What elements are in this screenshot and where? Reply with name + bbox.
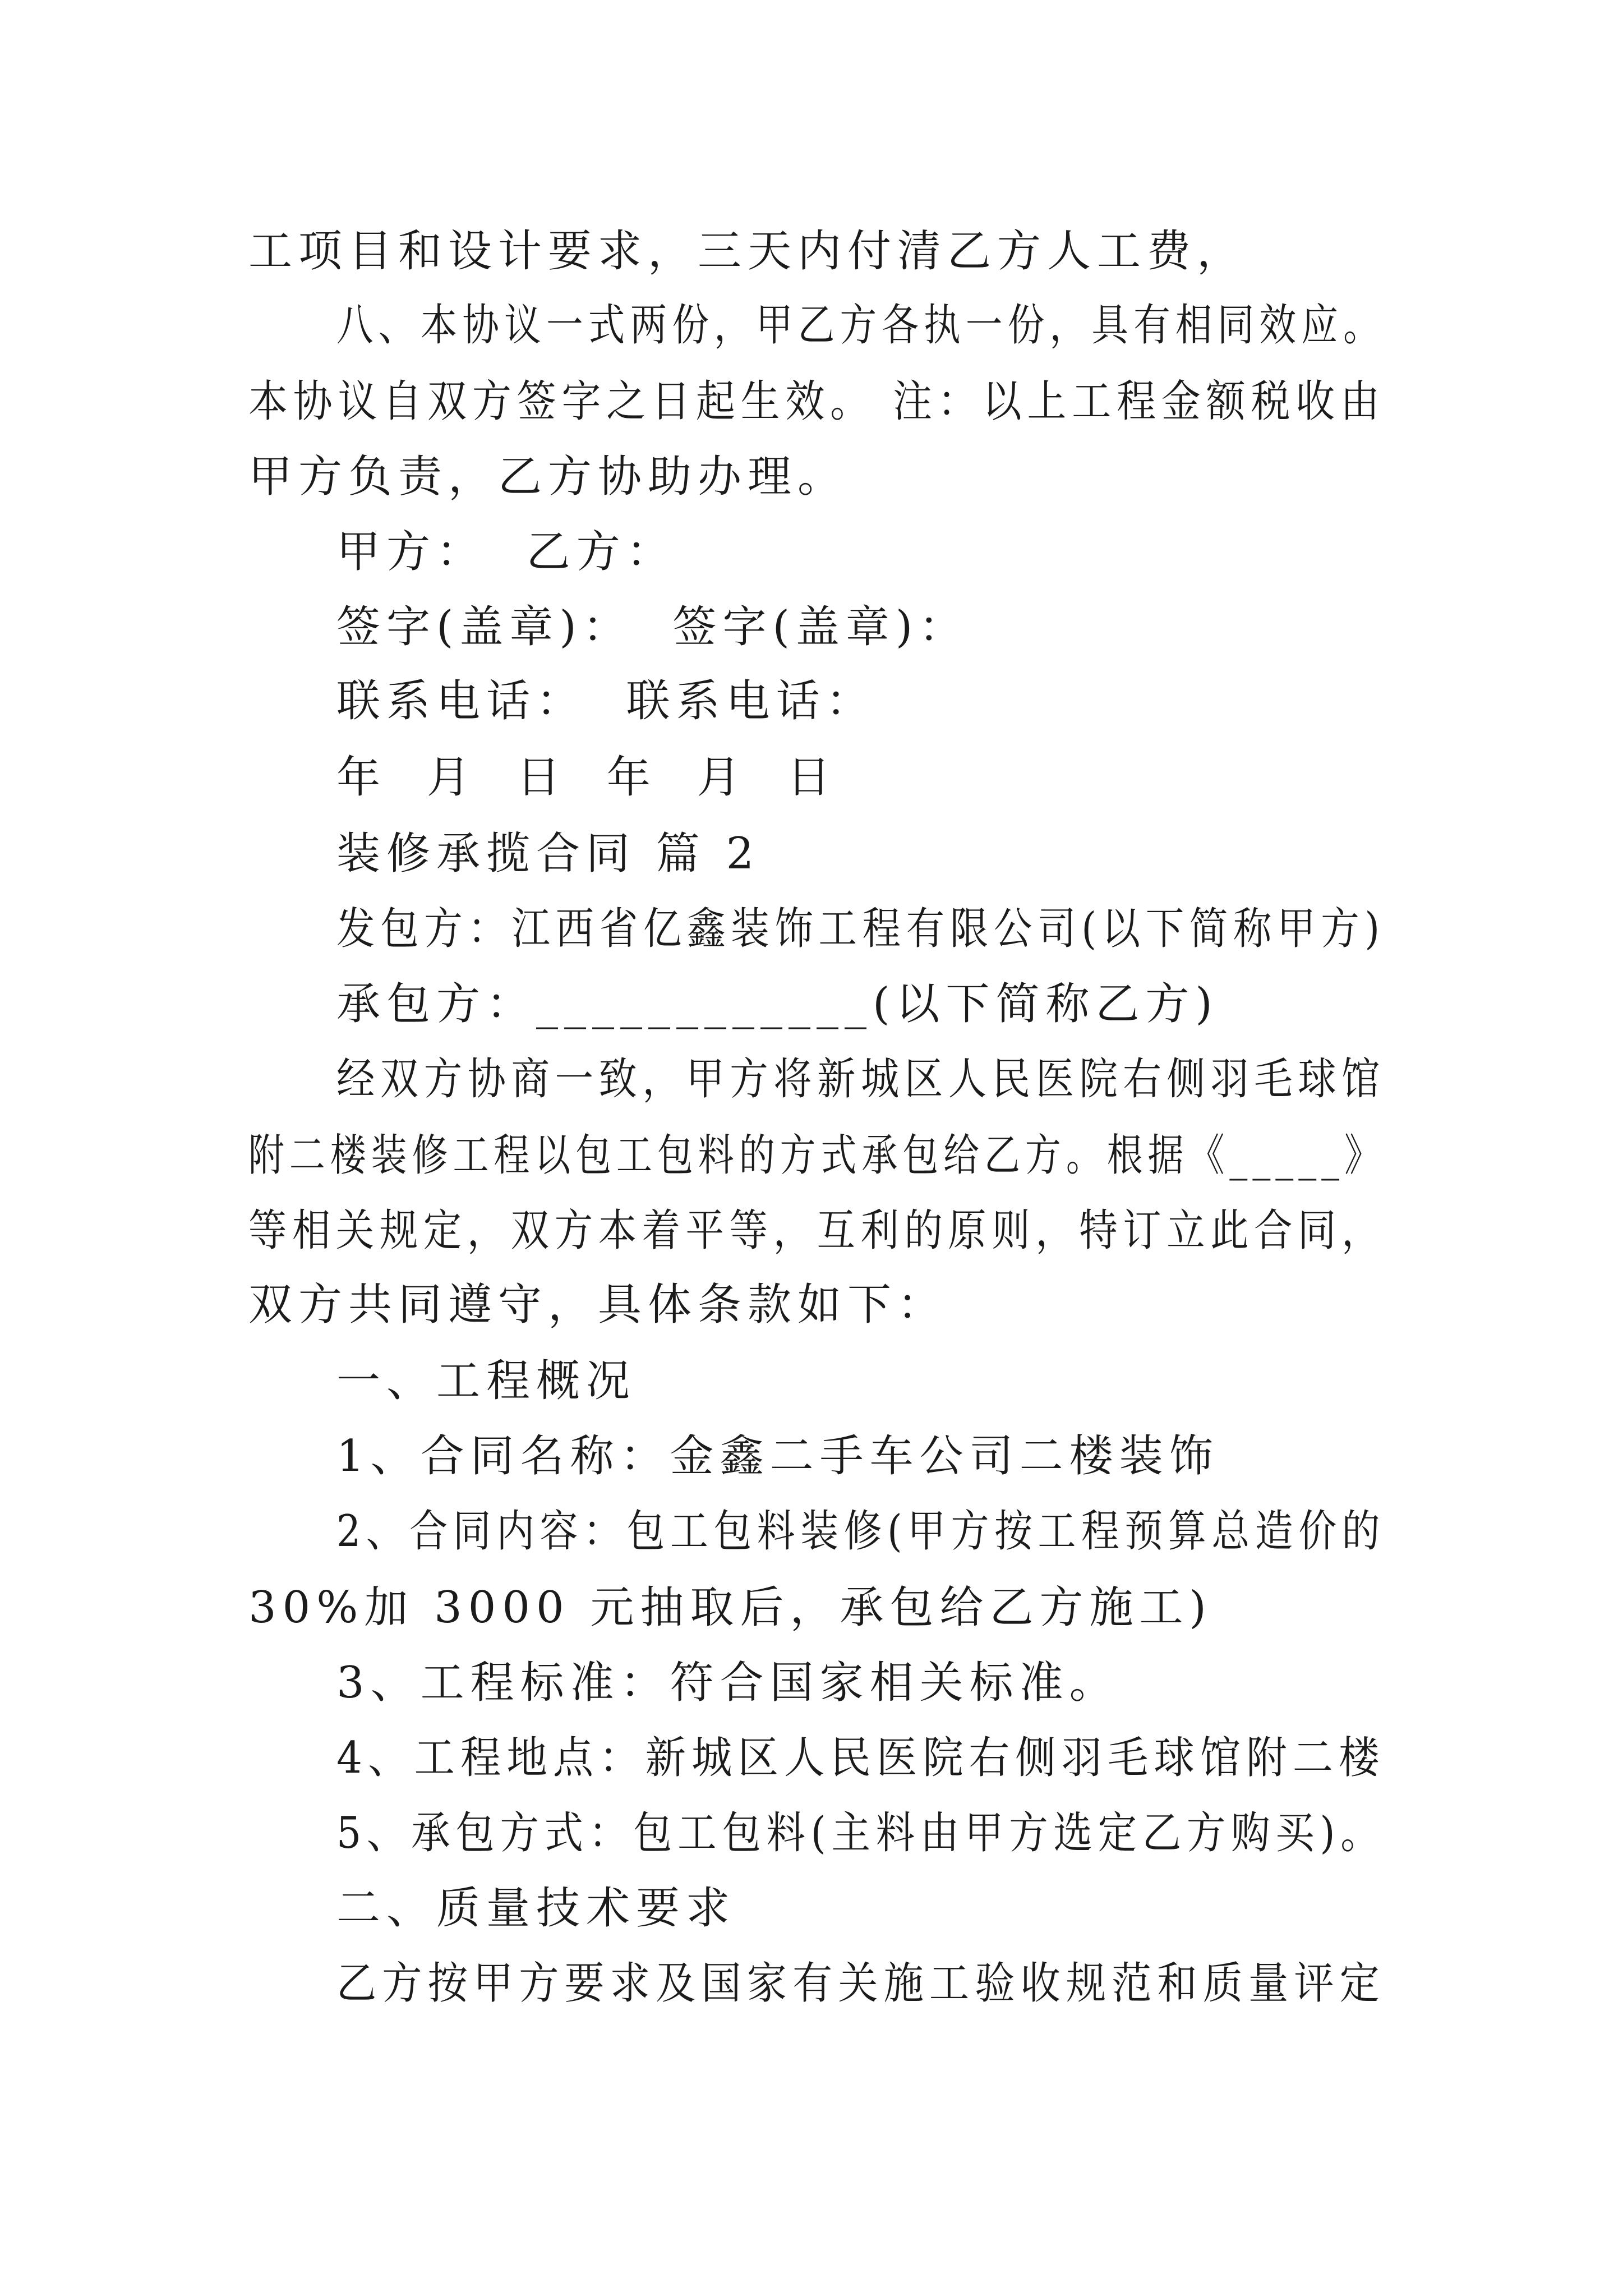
text-line-11: 承包方：____________(以下简称乙方) [336,979,1219,1029]
text-line-12: 经双方协商一致，甲方将新城区人民医院右侧羽毛球馆 [336,1054,1386,1105]
text-line-17: 1、合同名称：金鑫二手车公司二楼装饰 [336,1431,1219,1481]
text-line-1: 工项目和设计要求，三天内付清乙方人工费， [248,226,1247,277]
section-title: 装修承揽合同 篇 2 [336,829,760,879]
signature-seal-line: 签字(盖章)： 签字(盖章)： [336,602,969,652]
text-line-2: 八、本协议一式两份，甲乙方各执一份，具有相同效应。 [336,300,1385,351]
text-line-24: 乙方按甲方要求及国家有关施工验收规范和质量评定 [336,1958,1385,2009]
date-line: 年 月 日 年 月 日 [336,752,837,803]
text-line-3: 本协议自双方签字之日起生效。 注：以上工程金额税收由 [248,376,1385,427]
text-line-18: 2、合同内容：包工包料装修(甲方按工程预算总造价的 [336,1506,1386,1557]
contact-phone-line: 联系电话： 联系电话： [336,676,876,726]
text-line-4: 甲方负责，乙方协助办理。 [248,452,848,502]
text-line-15: 双方共同遵守，具体条款如下： [248,1280,948,1330]
text-line-10: 发包方：江西省亿鑫装饰工程有限公司(以下简称甲方) [336,904,1385,954]
text-line-19: 30%加 3000 元抽取后，承包给乙方施工) [248,1582,1212,1633]
text-line-21: 4、工程地点：新城区人民医院右侧羽毛球馆附二楼 [336,1733,1385,1783]
text-line-13: 附二楼装修工程以包工包料的方式承包给乙方。根据《_____》 [248,1130,1386,1181]
heading-project-overview: 一、工程概况 [336,1356,637,1406]
signature-party-line: 甲方： 乙方： [336,527,676,577]
heading-quality-requirements: 二、质量技术要求 [336,1883,736,1934]
text-line-20: 3、工程标准：符合国家相关标准。 [336,1658,1119,1708]
text-line-14: 等相关规定，双方本着平等，互利的原则，特订立此合同， [248,1205,1386,1256]
text-line-22: 5、承包方式：包工包料(主料由甲方选定乙方购买)。 [336,1808,1385,1858]
